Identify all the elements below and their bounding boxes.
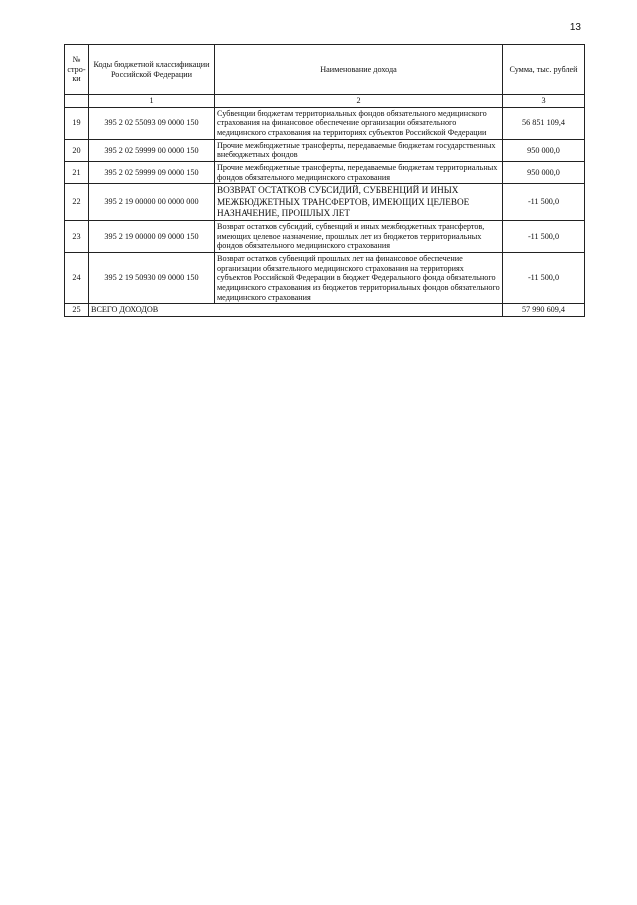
total-row (65, 304, 585, 317)
page-number: 13 (569, 22, 581, 33)
table-row (65, 253, 585, 304)
row-number: 24 (65, 253, 89, 304)
row-revenue-name: Субвенции бюджетам территориальных фондов обязательного медицинского страхования на финансовое обеспечение организации обязательного медицинского страхования на территориях субъектов Российской Федерации (215, 107, 503, 139)
row-number: 23 (65, 221, 89, 253)
row-revenue-name: Возврат остатков субвенций прошлых лет на финансовое обеспечение организации обязательного медицинского страхования на территориях субъектов Российской Федерации в бюджет Федерального фонда обязательного медицинского страхования из бюджетов территориальных фондов обязательного медицинского страхования (215, 253, 503, 304)
header-revenue-name: Наименование дохода (215, 45, 503, 95)
row-amount: 56 851 109,4 (503, 107, 585, 139)
row-budget-code: 395 2 19 00000 00 0000 000 (89, 184, 215, 221)
column-index-1: 1 (89, 95, 215, 108)
total-row-number: 25 (65, 304, 89, 317)
row-budget-code: 395 2 19 50930 09 0000 150 (89, 253, 215, 304)
header-budget-code: Коды бюджетной классификации Российской Федерации (89, 45, 215, 95)
table-row (65, 139, 585, 161)
table-header-row (65, 45, 585, 95)
row-revenue-name: Прочие межбюджетные трансферты, передаваемые бюджетам государственных внебюджетных фондов (215, 139, 503, 161)
row-budget-code: 395 2 02 59999 09 0000 150 (89, 162, 215, 184)
row-amount: 950 000,0 (503, 139, 585, 161)
revenue-table (64, 44, 585, 317)
row-number: 20 (65, 139, 89, 161)
row-revenue-name: Прочие межбюджетные трансферты, передаваемые бюджетам территориальных фондов обязательного медицинского страхования (215, 162, 503, 184)
column-index-2: 2 (215, 95, 503, 108)
row-revenue-name: Возврат остатков субсидий, субвенций и иных межбюджетных трансфертов, имеющих целевое назначение, прошлых лет из бюджетов территориальных фондов обязательного медицинского страхования (215, 221, 503, 253)
table-row (65, 221, 585, 253)
row-number: 19 (65, 107, 89, 139)
column-index-0 (65, 95, 89, 108)
column-index-3: 3 (503, 95, 585, 108)
table-row (65, 107, 585, 139)
row-budget-code: 395 2 19 00000 09 0000 150 (89, 221, 215, 253)
table-row (65, 184, 585, 221)
total-label: ВСЕГО ДОХОДОВ (89, 304, 503, 317)
header-row-number: № стро-ки (65, 45, 89, 95)
total-amount: 57 990 609,4 (503, 304, 585, 317)
row-number: 21 (65, 162, 89, 184)
row-revenue-name: ВОЗВРАТ ОСТАТКОВ СУБСИДИЙ, СУБВЕНЦИЙ И ИНЫХ МЕЖБЮДЖЕТНЫХ ТРАНСФЕРТОВ, ИМЕЮЩИХ ЦЕЛЕВОЕ НАЗНАЧЕНИЕ, ПРОШЛЫХ ЛЕТ (215, 184, 503, 221)
row-amount: -11 500,0 (503, 253, 585, 304)
row-amount: 950 000,0 (503, 162, 585, 184)
column-index-row (65, 95, 585, 108)
header-amount: Сумма, тыс. рублей (503, 45, 585, 95)
row-amount: -11 500,0 (503, 221, 585, 253)
table-row (65, 162, 585, 184)
row-number: 22 (65, 184, 89, 221)
row-amount: -11 500,0 (503, 184, 585, 221)
row-budget-code: 395 2 02 55093 09 0000 150 (89, 107, 215, 139)
row-budget-code: 395 2 02 59999 00 0000 150 (89, 139, 215, 161)
